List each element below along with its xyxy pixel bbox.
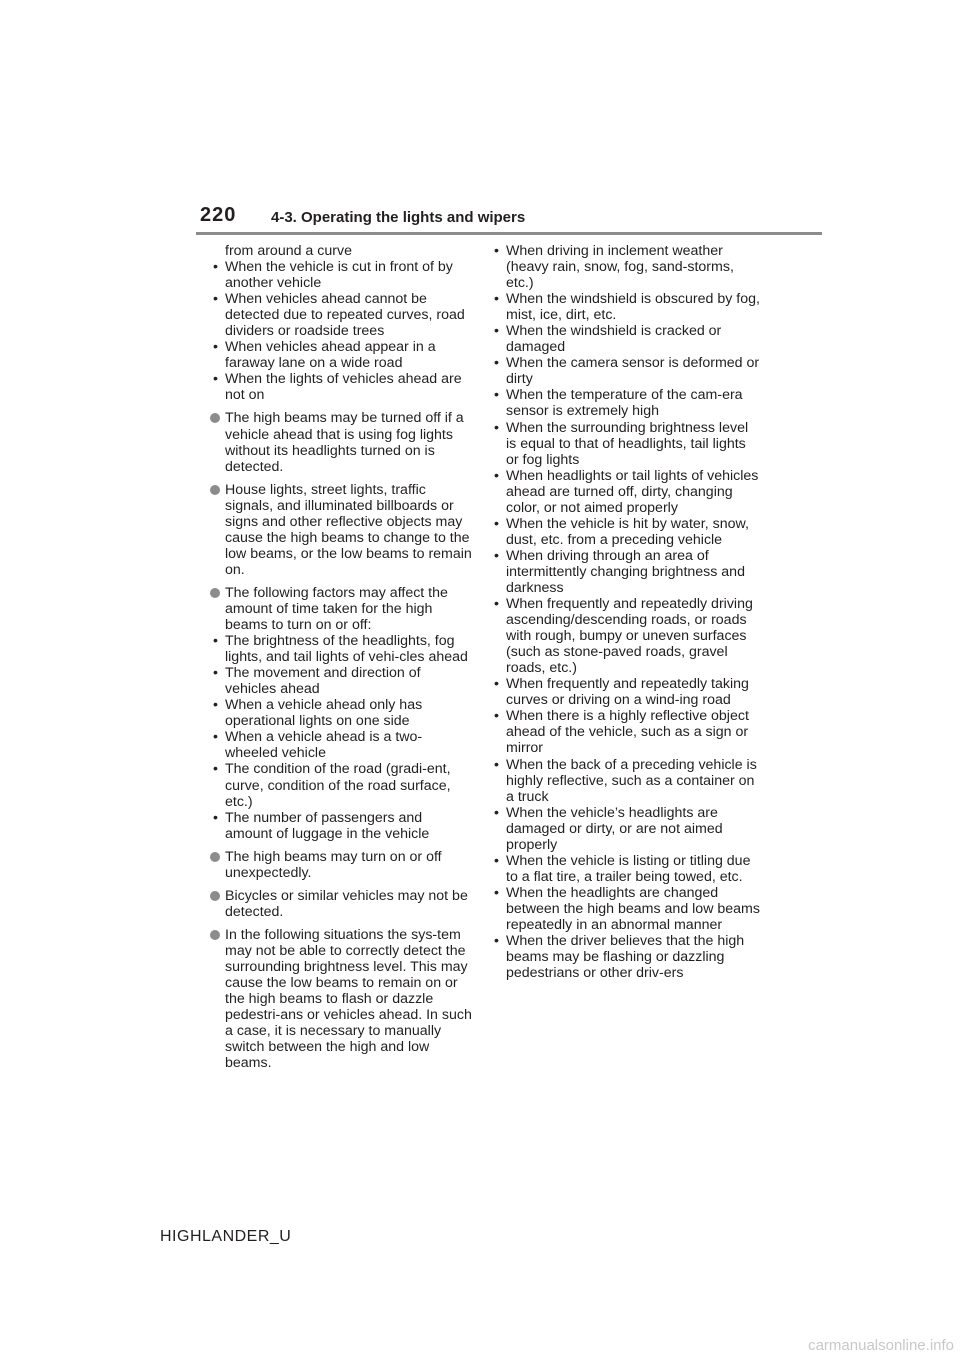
list-item: • When the vehicle is listing or titling due to a flat tire, a trailer being towed, etc. xyxy=(491,853,761,885)
list-item: • When a vehicle ahead only has operational lights on one side xyxy=(210,697,472,729)
list-item: • When vehicles ahead appear in a faraway lane on a wide road xyxy=(210,339,472,371)
list-item: • When a vehicle ahead is a two-wheeled vehicle xyxy=(210,729,472,761)
paragraph-unexpected: The high beams may turn on or off unexpectedly. xyxy=(210,849,472,881)
list-item: • When the vehicle is cut in front of by another vehicle xyxy=(210,259,472,291)
section-title: 4-3. Operating the lights and wipers xyxy=(271,209,526,226)
header-divider xyxy=(196,232,822,235)
list-item: • When headlights or tail lights of vehicles ahead are turned off, dirty, changing color, or not aimed properly xyxy=(491,468,761,516)
paragraph-reflective-objects: House lights, street lights, traffic signals, and illuminated billboards or signs and other reflective objects may cause the high beams to change to the low beams, or the low beams to remain on. xyxy=(210,482,472,578)
list-item: • When the windshield is cracked or damaged xyxy=(491,323,761,355)
list-item: • When driving in inclement weather (heavy rain, snow, fog, sand-storms, etc.) xyxy=(491,243,761,291)
list-item: • When the vehicle’s headlights are damaged or dirty, or are not aimed properly xyxy=(491,805,761,853)
watermark: carmanualsonline.info xyxy=(808,1337,954,1354)
list-item: • When the windshield is obscured by fog, mist, ice, dirt, etc. xyxy=(491,291,761,323)
list-item: • The number of passengers and amount of luggage in the vehicle xyxy=(210,810,472,842)
list-item: • The movement and direction of vehicles ahead xyxy=(210,665,472,697)
list-item: • When there is a highly reflective object ahead of the vehicle, such as a sign or mirror xyxy=(491,708,761,756)
page-header xyxy=(196,200,822,236)
list-item: • When the lights of vehicles ahead are not on xyxy=(210,371,472,403)
list-item: • When the back of a preceding vehicle is highly reflective, such as a container on a truck xyxy=(491,757,761,805)
right-column xyxy=(491,243,761,981)
paragraph-timing-factors: The following factors may affect the amount of time taken for the high beams to turn on or off: xyxy=(210,585,472,633)
paragraph-fog-lights: The high beams may be turned off if a vehicle ahead that is using fog lights without its headlights turned on is detected. xyxy=(210,410,472,474)
list-item: • When the temperature of the cam-era sensor is extremely high xyxy=(491,387,761,419)
continuation-text: from around a curve xyxy=(225,243,352,259)
paragraph-detection-situations: In the following situations the sys-tem may not be able to correctly detect the surrounding brightness level. This may cause the low beams to remain on or the high beams to flash or dazzle pedestri-ans or vehicles ahead. In such a case, it is necessary to manually switch between the high and low beams. xyxy=(210,927,472,1071)
list-item: • When the surrounding brightness level is equal to that of headlights, tail lights or fog lights xyxy=(491,420,761,468)
list-item: • When the camera sensor is deformed or dirty xyxy=(491,355,761,387)
page-number: 220 xyxy=(200,204,237,226)
left-column xyxy=(210,243,472,1071)
list-item: • The brightness of the headlights, fog lights, and tail lights of vehi-cles ahead xyxy=(210,633,472,665)
list-item: • When the vehicle is hit by water, snow, dust, etc. from a preceding vehicle xyxy=(491,516,761,548)
list-item: • The condition of the road (gradi-ent, curve, condition of the road surface, etc.) xyxy=(210,761,472,809)
paragraph-bicycles: Bicycles or similar vehicles may not be detected. xyxy=(210,888,472,920)
list-item: • When the headlights are changed between the high beams and low beams repeatedly in an abnormal manner xyxy=(491,885,761,933)
footer-model: HIGHLANDER_U xyxy=(160,1228,292,1245)
list-item: • When frequently and repeatedly driving ascending/descending roads, or roads with rough, bumpy or uneven surfaces (such as stone-paved roads, gravel roads, etc.) xyxy=(491,596,761,676)
list-item: • When frequently and repeatedly taking curves or driving on a wind-ing road xyxy=(491,676,761,708)
list-item: • When vehicles ahead cannot be detected due to repeated curves, road dividers or roadside trees xyxy=(210,291,472,339)
list-item: • When driving through an area of intermittently changing brightness and darkness xyxy=(491,548,761,596)
list-item: • When the driver believes that the high beams may be flashing or dazzling pedestrians or other driv-ers xyxy=(491,933,761,981)
